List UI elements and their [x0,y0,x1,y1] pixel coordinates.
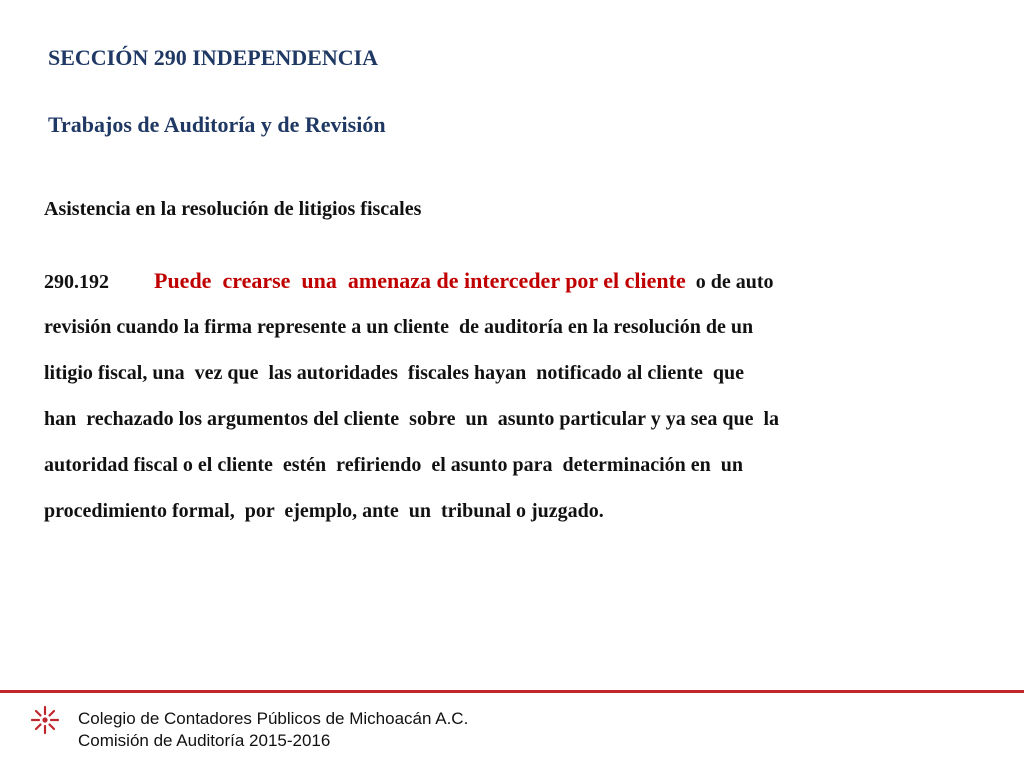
paragraph-line-6: procedimiento formal, por ejemplo, ante un tribunal o juzgado. [44,500,604,522]
paragraph-line-2: revisión cuando la firma represente a un cliente de auditoría en la resolución de un [44,316,754,338]
paragraph-number: 290.192 [44,271,109,293]
paragraph-line-5: autoridad fiscal o el cliente estén refiriendo el asunto para determinación en un [44,454,744,476]
footer-organization: Colegio de Contadores Públicos de Michoacán A.C. [78,709,469,728]
footer-commission: Comisión de Auditoría 2015-2016 [78,731,331,750]
paragraph-line-4: han rechazado los argumentos del cliente sobre un asunto particular y ya sea que la [44,408,780,430]
paragraph-line-1 [44,264,1004,310]
highlighted-threat-text: Puede crearse una amenaza de interceder por el cliente [154,268,686,293]
paragraph-line-1-rest: o de auto [685,271,774,293]
college-emblem-icon [30,705,60,735]
section-heading: Asistencia en la resolución de litigios fiscales [44,198,422,220]
footer-text [78,708,468,752]
paragraph-290-192 [44,264,1004,540]
slide-title: SECCIÓN 290 INDEPENDENCIA [48,45,379,70]
paragraph-line-3: litigio fiscal, una vez que las autoridades fiscales hayan notificado al cliente que [44,362,745,384]
footer-divider [0,690,1024,693]
slide-subtitle: Trabajos de Auditoría y de Revisión [48,112,386,137]
